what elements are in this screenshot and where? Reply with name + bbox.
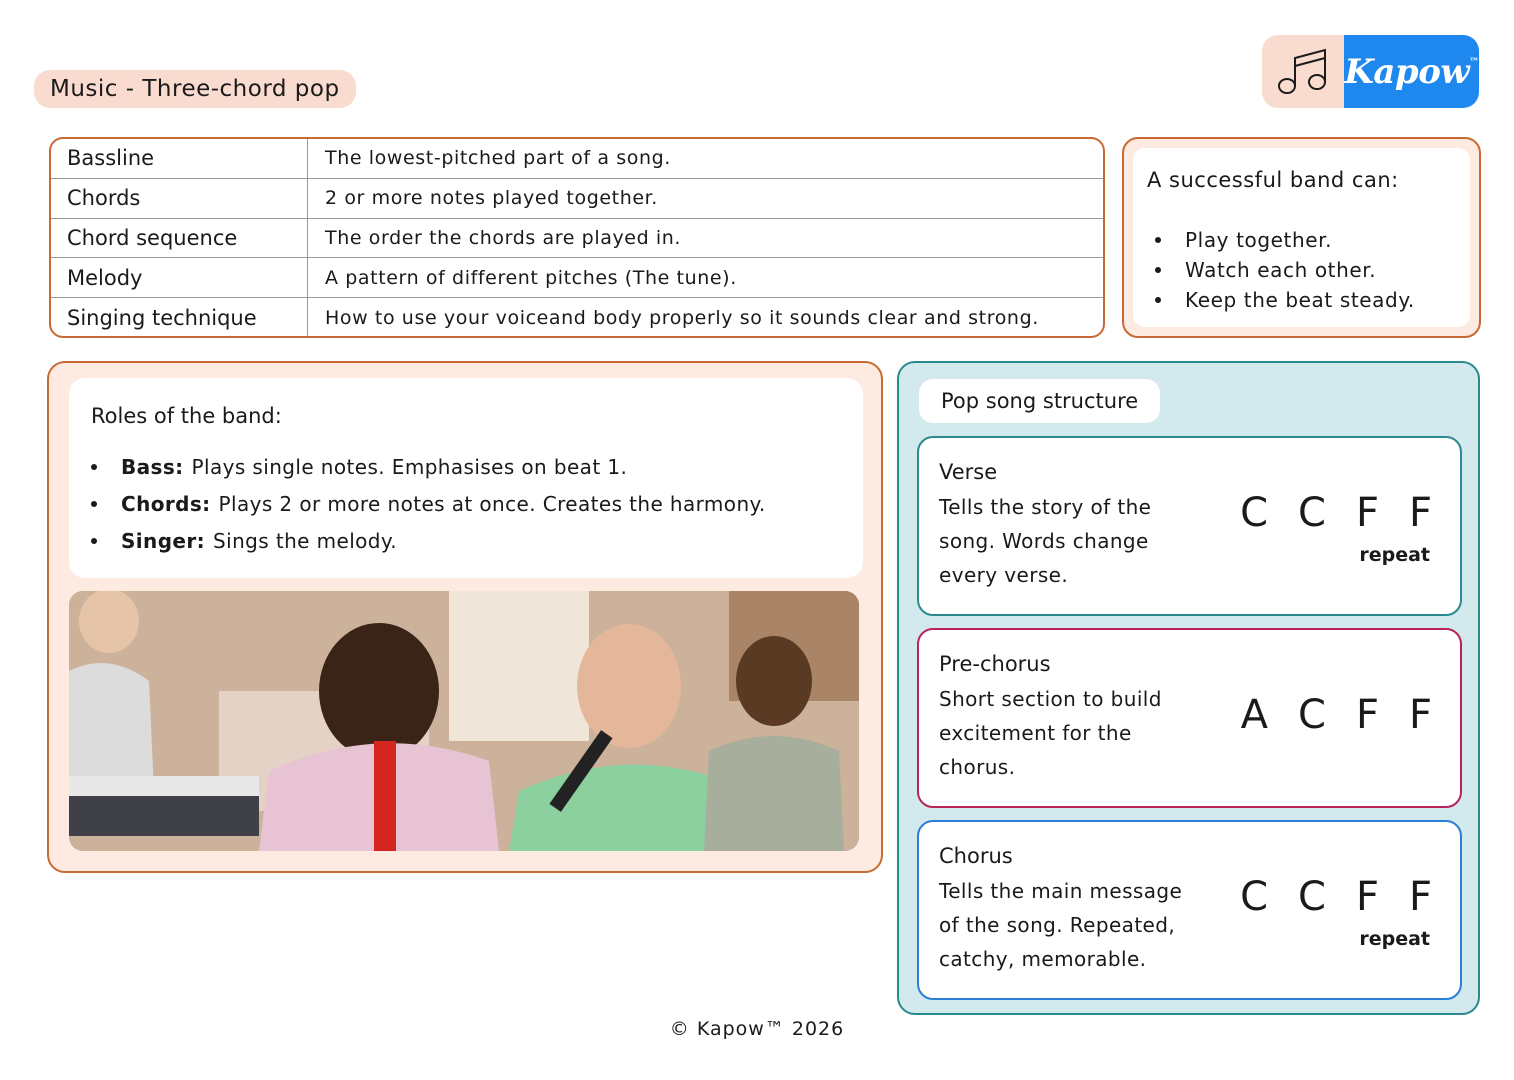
- section-name: Chorus: [939, 844, 1013, 868]
- vocab-definition: A pattern of different pitches (The tune).: [325, 266, 737, 289]
- repeat-label: repeat: [1359, 544, 1430, 566]
- bullet-icon: [1155, 297, 1161, 303]
- list-item: Chords: Plays 2 or more notes at once. Creates the harmony.: [91, 485, 841, 522]
- bullet-icon: [91, 464, 97, 470]
- vocab-term: Singing technique: [51, 298, 308, 338]
- bullet-icon: [91, 538, 97, 544]
- vocab-definition: The lowest-pitched part of a song.: [325, 147, 671, 170]
- list-item: Bass: Plays single notes. Emphasises on beat 1.: [91, 448, 841, 485]
- structure-heading: Pop song structure: [919, 379, 1160, 423]
- list-item: Watch each other.: [1147, 255, 1456, 285]
- vocab-definition: How to use your voiceand body properly so it sounds clear and strong.: [325, 307, 1039, 330]
- chord-sequence: C C F F: [1240, 490, 1432, 536]
- successful-band-heading: A successful band can:: [1147, 168, 1399, 192]
- section-name: Pre-chorus: [939, 652, 1051, 676]
- table-row: [51, 139, 1103, 179]
- page-title: Music - Three-chord pop: [34, 70, 356, 108]
- table-row: [51, 219, 1103, 259]
- section-description: Tells the story of the song. Words change every verse.: [939, 495, 1152, 587]
- list-item: Play together.: [1147, 225, 1456, 255]
- bullet-icon: [1155, 267, 1161, 273]
- pop-song-structure-panel: [897, 361, 1480, 1015]
- successful-band-panel: [1122, 137, 1481, 338]
- vocab-definition: The order the chords are played in.: [325, 226, 682, 249]
- section-description: Tells the main message of the song. Repeated, catchy, memorable.: [939, 879, 1183, 971]
- copyright-footer: © Kapow™ 2026: [669, 1018, 845, 1040]
- kapow-logo: [1262, 35, 1479, 108]
- section-name: Verse: [939, 460, 998, 484]
- table-row: [51, 258, 1103, 298]
- vocabulary-table: [49, 137, 1105, 338]
- vocab-term: Melody: [51, 258, 308, 297]
- table-row: [51, 298, 1103, 338]
- vocab-definition: 2 or more notes played together.: [325, 187, 658, 210]
- bullet-icon: [91, 501, 97, 507]
- list-item: Singer: Sings the melody.: [91, 522, 841, 559]
- vocab-term: Chord sequence: [51, 219, 308, 258]
- band-photo: [69, 591, 859, 851]
- chord-sequence: C C F F: [1240, 874, 1432, 920]
- vocab-term: Chords: [51, 179, 308, 218]
- band-roles-panel: [47, 361, 883, 873]
- section-card-chorus: [917, 820, 1462, 1000]
- roles-heading: Roles of the band:: [91, 404, 282, 428]
- section-card-pre-chorus: [917, 628, 1462, 808]
- list-item: Keep the beat steady.: [1147, 285, 1456, 315]
- section-card-verse: [917, 436, 1462, 616]
- chord-sequence: A C F F: [1240, 692, 1432, 738]
- section-description: Short section to build excitement for the chorus.: [939, 687, 1162, 779]
- band-roles-card: [69, 378, 863, 578]
- table-row: [51, 179, 1103, 219]
- roles-list: [91, 448, 841, 559]
- music-note-icon: [1262, 35, 1344, 108]
- bullet-icon: [1155, 237, 1161, 243]
- successful-band-list: [1147, 225, 1456, 315]
- repeat-label: repeat: [1359, 928, 1430, 950]
- vocab-term: Bassline: [51, 139, 308, 178]
- brand-wordmark: Kapow ™: [1344, 35, 1479, 108]
